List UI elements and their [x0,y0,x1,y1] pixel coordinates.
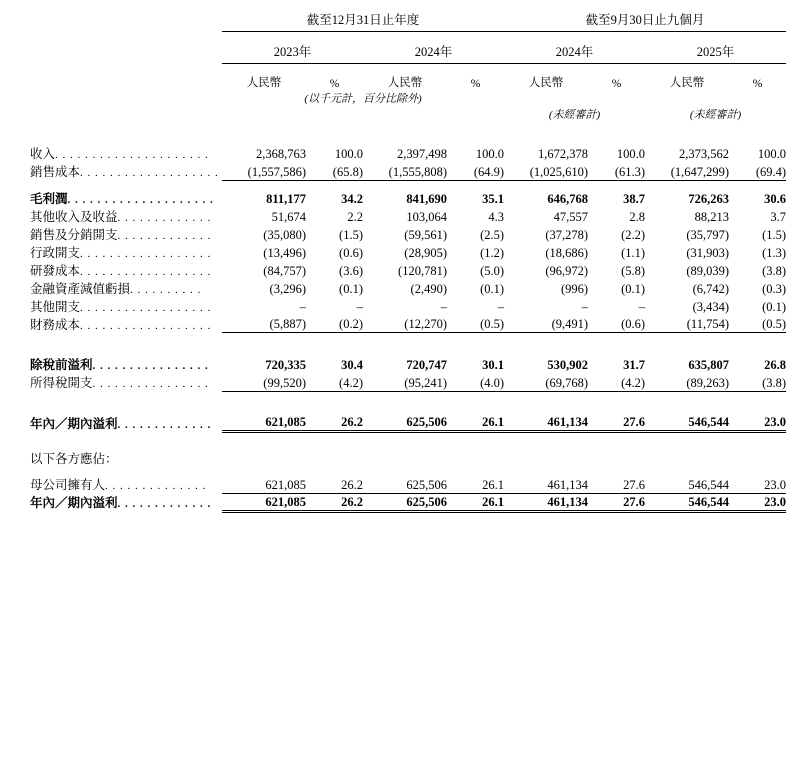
row-leader-dots: . . . . . . . . . . . . . . . . . . . [80,167,219,179]
cell-value: 51,674 [271,209,306,224]
header-group-annual-label: 截至12月31日止年度 [222,10,504,32]
header-year-2024-interim-label: 2024年 [504,42,645,64]
header-rmb-3: 人民幣 [528,77,564,89]
row-gap [30,432,786,450]
row-label-text: 研發成本 [30,263,81,278]
row-label-other-income [30,207,222,225]
table-row [30,315,786,333]
cell-value: (996) [560,281,589,296]
header-pct-4: % [752,78,763,90]
cell-value: (1,025,610) [504,162,588,180]
cell-value: 811,177 [266,191,306,206]
cell-value: (6,742) [692,281,730,296]
header-year-2024-annual [363,42,504,64]
cell-value: 621,085 [222,414,306,432]
cell-value: (0.2) [306,315,363,333]
cell-value: 26.1 [447,493,504,511]
cell-value: 546,544 [645,493,729,511]
cell-value: (1,647,299) [645,162,729,180]
table-row [30,414,786,432]
row-label-text: 其他開支 [30,299,81,314]
cell-value: 625,506 [363,493,447,511]
cell-value: – [356,299,363,314]
cell-value: 27.6 [588,414,645,432]
cell-value: (1.2) [480,245,505,260]
row-leader-dots: . . . . . . . . . . . . . . [105,480,207,492]
cell-value: (0.3) [762,281,787,296]
cell-value: 2.2 [347,209,363,224]
header-rmb-4: 人民幣 [669,77,705,89]
cell-value: 841,690 [406,191,447,206]
row-label-impairment-loss [30,279,222,297]
cell-value: (0.1) [339,281,363,296]
header-year-2024-interim [504,42,645,64]
row-label-text: 金融資產減值虧損 [30,281,131,296]
cell-value: (69,768) [504,373,588,391]
row-label-text: 收入 [30,147,56,161]
cell-value: 26.8 [764,358,787,372]
cell-value: – [581,299,589,314]
row-label-rd-cost [30,261,222,279]
cell-value: (5.8) [621,263,646,278]
cell-value: (1,555,808) [363,162,447,180]
row-leader-dots: . . . . . . . . . . . . . . . . . . . . [67,193,214,206]
cell-value: 47,557 [553,209,589,224]
unaudited-note-2: (未經審計) [689,109,742,121]
table-row [30,144,786,162]
cell-value: (0.5) [729,315,786,333]
header-group-row [30,10,786,32]
cell-value: (13,496) [263,245,306,260]
cell-value: (2.2) [621,227,646,242]
cell-value: 23.0 [729,493,786,511]
cell-value: 625,506 [363,475,447,493]
row-leader-dots: . . . . . . . . . . . . . . . . . . [80,301,212,314]
row-label-gross-profit [30,189,222,207]
cell-value: 27.6 [588,493,645,511]
header-subcolumn-row [30,74,786,90]
cell-value: (3.8) [729,373,786,391]
cell-value: (0.6) [339,245,363,260]
header-year-2025-interim [645,42,786,64]
financial-statement-page [0,10,795,765]
row-leader-dots: . . . . . . . . . . [130,283,202,296]
cell-value: (3.6) [339,263,363,278]
cell-value: 4.3 [488,209,505,224]
attribution-heading: 以下各方應佔： [30,452,118,466]
table-row [30,207,786,225]
cell-value: (120,781) [398,263,447,278]
table-row [30,243,786,261]
cell-value: 461,134 [504,475,588,493]
row-gap [30,333,786,356]
cell-value: (18,686) [545,245,589,260]
cell-value: 23.0 [729,475,786,493]
cell-value: – [497,299,505,314]
cell-value: (4.2) [588,373,645,391]
cell-value: 2,397,498 [397,147,447,161]
cell-value: 621,085 [222,493,306,511]
cell-value: 100.0 [475,147,505,161]
header-group-annual [222,10,504,32]
cell-value: (28,905) [404,245,447,260]
cell-value: 27.6 [588,475,645,493]
cell-value: (0.1) [762,299,787,314]
income-statement-table [30,10,786,513]
row-label-text: 所得稅開支 [30,376,93,390]
row-label-income-tax [30,373,222,391]
header-year-2023 [222,42,363,64]
cell-value: – [440,299,447,314]
row-label-profit-before-tax [30,355,222,373]
header-blank-cell-4 [30,90,222,106]
row-label-text: 除稅前溢利 [30,358,93,372]
cell-value: (5,887) [222,315,306,333]
cell-value: (89,039) [686,263,730,278]
cell-value: (99,520) [222,373,306,391]
cell-value: (2.5) [480,227,505,242]
cell-value: 625,506 [363,414,447,432]
cell-value: (0.1) [621,281,646,296]
row-leader-dots: . . . . . . . . . . . . . [117,211,212,224]
cell-value: (35,797) [686,227,730,242]
row-label-text: 行政開支 [30,245,81,260]
cell-value: 2,368,763 [256,147,306,161]
row-label-text: 銷售成本 [30,165,81,179]
cell-value: 621,085 [222,475,306,493]
row-leader-dots: . . . . . . . . . . . . . [117,418,212,431]
row-label-profit-for-period [30,414,222,432]
table-row [30,297,786,315]
row-label-text: 財務成本 [30,317,81,332]
header-blank-cell-2 [30,42,222,64]
cell-value: 30.1 [482,358,505,372]
cell-value: 26.2 [306,475,363,493]
cell-value: (0.5) [447,315,504,333]
row-leader-dots: . . . . . . . . . . . . . . . . . . [80,247,212,260]
cell-value: (31,903) [686,245,730,260]
row-label-owners-of-parent [30,475,222,493]
cell-value: 26.1 [447,475,504,493]
cell-value: 2.8 [629,209,646,224]
cell-value: (69.4) [729,162,786,180]
cell-value: (0.6) [588,315,645,333]
cell-value: (2,490) [410,281,447,296]
row-leader-dots: . . . . . . . . . . . . . . . . . . [80,319,212,332]
header-pct-3: % [611,78,622,90]
header-year-2023-label: 2023年 [222,42,363,64]
row-leader-dots: . . . . . . . . . . . . . [117,229,212,242]
table-row [30,493,786,511]
cell-value: (3,296) [269,281,306,296]
header-spacer-row-1 [30,32,786,42]
cell-value: 726,263 [688,191,730,206]
header-year-row [30,42,786,64]
cell-value: 461,134 [504,414,588,432]
cell-value: 1,672,378 [538,147,589,161]
cell-value: 38.7 [623,191,646,206]
cell-value: (1,557,586) [222,162,306,180]
header-year-2025-interim-label: 2025年 [645,42,786,64]
cell-value: 720,335 [265,358,306,372]
cell-value: 26.2 [306,414,363,432]
header-group-ninemonths-label: 截至9月30日止九個月 [504,10,786,32]
cell-value: – [638,299,646,314]
cell-value: 2,373,562 [679,147,730,161]
cell-value: (64.9) [447,162,504,180]
attribution-heading-row [30,449,786,467]
row-label-cost-of-sales [30,162,222,180]
cell-value: 88,213 [694,209,730,224]
header-unit-note-row [30,90,786,106]
cell-value: 646,768 [547,191,589,206]
cell-value: (3.8) [762,263,787,278]
header-blank-cell-5 [30,106,222,122]
cell-value: (11,754) [645,315,729,333]
table-row [30,261,786,279]
unit-note: (以千元計，百分比除外) [304,93,422,105]
cell-value: 3.7 [770,209,787,224]
cell-value: (1.3) [762,245,787,260]
cell-value: 31.7 [623,358,646,372]
header-blank-cell-3 [30,74,222,90]
cell-value: (1.5) [339,227,363,242]
row-label-other-expenses [30,297,222,315]
cell-value: (84,757) [263,263,306,278]
cell-value: (4.0) [447,373,504,391]
cell-value: 100.0 [616,147,646,161]
row-leader-dots: . . . . . . . . . . . . . . . . [92,378,209,390]
cell-value: 461,134 [504,493,588,511]
cell-value: 35.1 [482,191,505,206]
header-spacer-row-2 [30,64,786,74]
cell-value: 23.0 [729,414,786,432]
row-label-selling-distribution [30,225,222,243]
cell-value: (89,263) [645,373,729,391]
cell-value: (3,434) [692,299,730,314]
cell-value: (35,080) [263,227,306,242]
row-leader-dots: . . . . . . . . . . . . . . . . [92,360,209,372]
table-row [30,225,786,243]
row-gap [30,180,786,189]
cell-value: 30.4 [341,358,363,372]
row-label-text: 年內／期內溢利 [30,416,118,431]
cell-value: (59,561) [404,227,447,242]
header-unaudited-row [30,106,786,122]
cell-value: 546,544 [645,414,729,432]
cell-value: (96,972) [545,263,589,278]
cell-value: 34.2 [341,191,363,206]
table-row [30,373,786,391]
table-row [30,189,786,207]
cell-value: (1.1) [621,245,646,260]
row-gap [30,467,786,475]
cell-value: 26.1 [447,414,504,432]
table-row [30,475,786,493]
table-row [30,162,786,180]
header-rmb-1: 人民幣 [246,77,282,89]
cell-value: 100.0 [334,147,363,161]
header-pct-1: % [329,78,340,90]
cell-value: (5.0) [480,263,505,278]
cell-value: (65.8) [306,162,363,180]
unaudited-note-1: (未經審計) [548,109,601,121]
cell-value: 635,807 [688,358,730,372]
row-leader-dots: . . . . . . . . . . . . . . . . . . [80,265,212,278]
cell-value: 530,902 [547,358,589,372]
header-year-2024-annual-label: 2024年 [363,42,504,64]
header-blank-cell [30,10,222,32]
table-row [30,279,786,297]
row-label-text: 其他收入及收益 [30,209,118,224]
row-label-finance-cost [30,315,222,333]
row-label-text: 母公司擁有人 [30,478,106,492]
header-bottom-gap [30,122,786,144]
cell-value: (4.2) [306,373,363,391]
cell-value: (12,270) [363,315,447,333]
cell-value: (61.3) [588,162,645,180]
cell-value: 100.0 [757,147,787,161]
row-label-text: 年內／期內溢利 [30,496,118,510]
cell-value: 720,747 [406,358,447,372]
header-rmb-2: 人民幣 [387,77,423,89]
row-label-admin-expenses [30,243,222,261]
cell-value: (95,241) [363,373,447,391]
cell-value: (0.1) [480,281,505,296]
cell-value: – [299,299,306,314]
cell-value: 103,064 [406,209,447,224]
row-label-text: 毛利潤 [30,191,68,206]
cell-value: (37,278) [545,227,589,242]
row-label-revenue [30,144,222,162]
cell-value: 30.6 [764,191,787,206]
cell-value: 546,544 [645,475,729,493]
header-pct-2: % [470,78,481,90]
row-label-text: 銷售及分銷開支 [30,227,118,242]
row-leader-dots: . . . . . . . . . . . . . . . . . . . . . [55,149,209,161]
table-row [30,355,786,373]
header-group-ninemonths [504,10,786,32]
cell-value: (9,491) [504,315,588,333]
row-gap [30,391,786,414]
cell-value: 26.2 [306,493,363,511]
row-leader-dots: . . . . . . . . . . . . . [117,498,212,510]
row-label-profit-for-period-total [30,493,222,511]
cell-value: (1.5) [762,227,787,242]
